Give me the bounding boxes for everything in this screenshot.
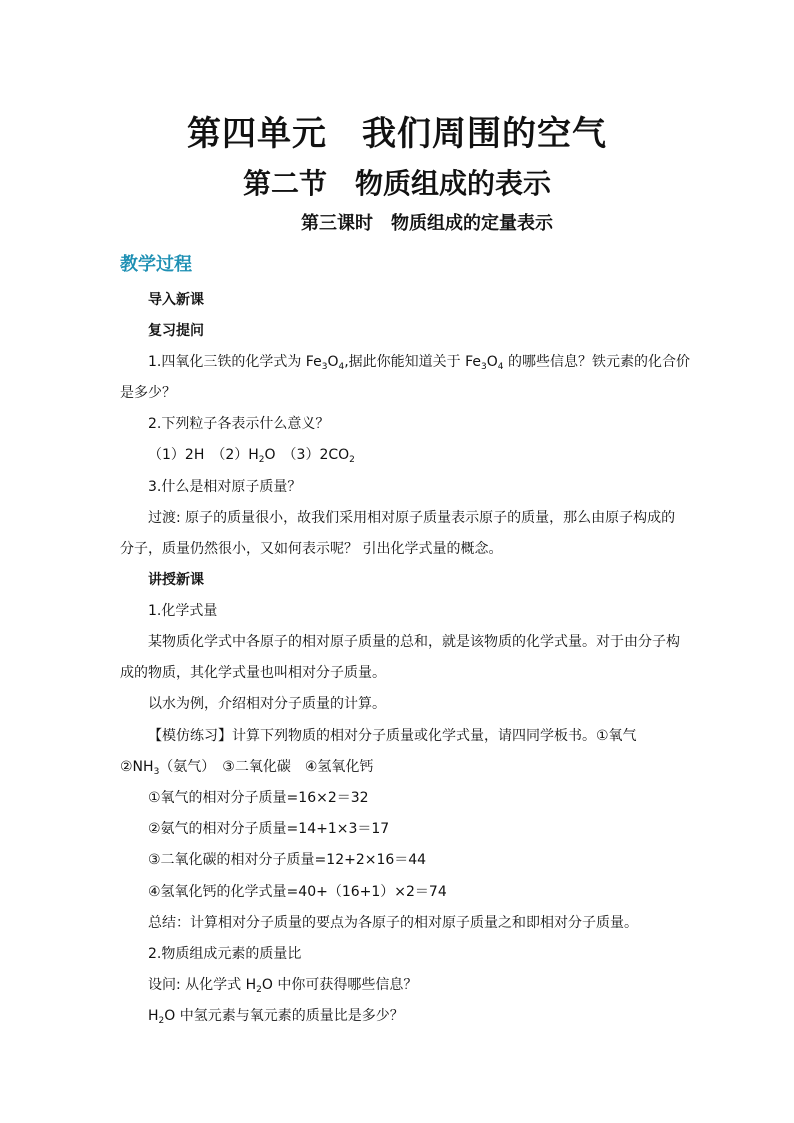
exercise-line-2 [120,757,373,782]
new-lesson-heading: 讲授新课 [148,572,204,588]
summary: 总结：计算相对分子质量的要点为各原子的相对原子质量之和即相对分子质量。 [148,915,638,931]
lesson-title: 第三课时 物质组成的定量表示 [301,213,553,234]
text-run: （1）2H （2）H [148,447,259,463]
text-run: 设问: 从化学式 H [148,977,257,993]
intro-heading: 导入新课 [148,292,204,308]
subscript: 3 [321,362,328,372]
calc-1: ①氧气的相对分子质量=16×2＝32 [148,790,369,806]
text-run: O [327,354,339,370]
calc-3: ③二氧化碳的相对分子质量=12+2×16＝44 [148,852,427,868]
text-run: 1.四氧化三铁的化学式为 Fe [148,354,322,370]
section-title: 第二节 物质组成的表示 [242,167,551,200]
text-run: O （3）2CO [264,447,350,463]
subscript: 2 [258,455,265,465]
question-mass-ratio [148,1006,404,1031]
subscript: 2 [256,985,262,995]
text-run: O 中你可获得哪些信息？ [261,977,418,993]
text-run: O [486,354,498,370]
subscript: 2 [158,1016,165,1026]
transition-line-2: 分子，质量仍然很小，又如何表示呢？ 引出化学式量的概念。 [120,541,503,557]
text-run: （氨气） ③二氧化碳 ④氢氧化钙 [159,759,374,775]
question-1-line-2: 是多少？ [120,385,176,401]
question-2: 2.下列粒子各表示什么意义？ [148,416,330,432]
calc-2: ②氨气的相对分子质量=14+1×3＝17 [148,821,390,837]
subscript: 4 [497,362,504,372]
subscript: 3 [481,362,487,372]
question-1-line-1 [148,352,690,377]
point-1-line-2: 成的物质，其化学式量也叫相对分子质量。 [120,665,386,681]
subscript: 4 [338,362,345,372]
subscript: 3 [153,767,160,777]
review-heading: 复习提问 [148,323,204,339]
calc-4: ④氢氧化钙的化学式量=40+（16+1）×2＝74 [148,884,447,900]
point-1-line-1: 某物质化学式中各原子的相对原子质量的总和，就是该物质的化学式量。对于由分子构 [148,634,680,650]
subscript: 2 [349,455,355,465]
question-2-items [148,445,355,470]
section-heading: 教学过程 [120,254,192,275]
point-1-title: 1.化学式量 [148,603,218,619]
exercise-line-1: 【模仿练习】计算下列物质的相对分子质量或化学式量，请四同学板书。①氧气 [148,728,637,744]
text-run: H [148,1008,159,1024]
point-2-title: 2.物质组成元素的质量比 [148,946,302,962]
text-run: O 中氢元素与氧元素的质量比是多少？ [164,1008,404,1024]
transition-line-1: 过渡: 原子的质量很小，故我们采用相对原子质量表示原子的质量，那么由原子构成的 [148,510,676,526]
text-run: 的哪些信息？铁元素的化合价 [503,354,690,370]
unit-title: 第四单元 我们周围的空气 [187,114,607,154]
question-ask [148,975,417,1000]
text-run: ②NH [120,759,154,775]
text-run: ,据此你能知道关于 Fe [344,354,482,370]
point-1-line-3: 以水为例，介绍相对分子质量的计算。 [148,696,386,712]
question-3: 3.什么是相对原子质量？ [148,479,302,495]
